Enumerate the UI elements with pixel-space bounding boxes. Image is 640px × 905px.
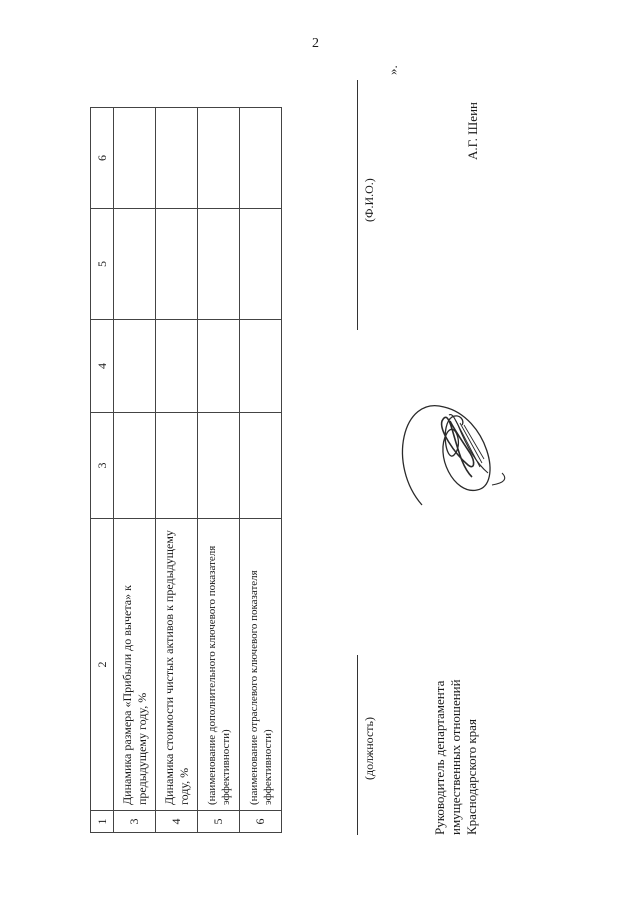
table-cell xyxy=(114,108,156,209)
table-header-cell: 3 xyxy=(91,413,114,519)
table-cell xyxy=(156,320,198,413)
table-cell xyxy=(198,209,240,320)
table-header-cell: 6 xyxy=(91,108,114,209)
table-header-cell: 5 xyxy=(91,209,114,320)
table-cell xyxy=(240,209,282,320)
handwritten-signature xyxy=(392,385,510,525)
table-header-row xyxy=(91,108,114,833)
table-cell xyxy=(114,320,156,413)
indicators-table xyxy=(90,107,282,833)
page-number: 2 xyxy=(312,36,319,51)
row-number: 3 xyxy=(114,811,156,833)
row-number: 6 xyxy=(240,811,282,833)
indicator-name: Динамика стоимости чистых активов к предыдущему году, % xyxy=(156,519,198,811)
table-cell xyxy=(240,413,282,519)
table-cell xyxy=(198,320,240,413)
org-line: имущественных отношений xyxy=(448,679,463,835)
fio-line xyxy=(357,80,358,330)
fio-caption: (Ф.И.О.) xyxy=(362,178,376,222)
table-row xyxy=(240,108,282,833)
position-line xyxy=(357,655,358,835)
table-cell xyxy=(240,320,282,413)
indicator-name: Динамика размера «Прибыли до вычета» к предыдущему году, % xyxy=(114,519,156,811)
table-row xyxy=(198,108,240,833)
table-cell xyxy=(198,108,240,209)
indicator-name: (наименование дополнительного ключевого показателя эффективности) xyxy=(198,519,240,811)
table-header-cell: 1 xyxy=(91,811,114,833)
table-cell xyxy=(114,413,156,519)
table-cell xyxy=(114,209,156,320)
table-cell xyxy=(240,108,282,209)
rotated-sheet xyxy=(0,65,640,890)
row-number: 5 xyxy=(198,811,240,833)
table-cell xyxy=(198,413,240,519)
table-header-cell: 4 xyxy=(91,320,114,413)
table-cell xyxy=(156,209,198,320)
table-row xyxy=(114,108,156,833)
org-line: Руководитель департамента xyxy=(432,680,447,835)
org-line: Краснодарского края xyxy=(464,719,479,835)
table-cell xyxy=(156,413,198,519)
row-number: 4 xyxy=(156,811,198,833)
indicator-name: (наименование отраслевого ключевого показателя эффективности) xyxy=(240,519,282,811)
position-caption: (должность) xyxy=(362,717,376,780)
signer-name: А.Г. Шеин xyxy=(465,102,480,160)
table-header-cell: 2 xyxy=(91,519,114,811)
table-row xyxy=(156,108,198,833)
closing-quote: ». xyxy=(385,65,400,75)
table-cell xyxy=(156,108,198,209)
signer-position xyxy=(432,679,480,835)
